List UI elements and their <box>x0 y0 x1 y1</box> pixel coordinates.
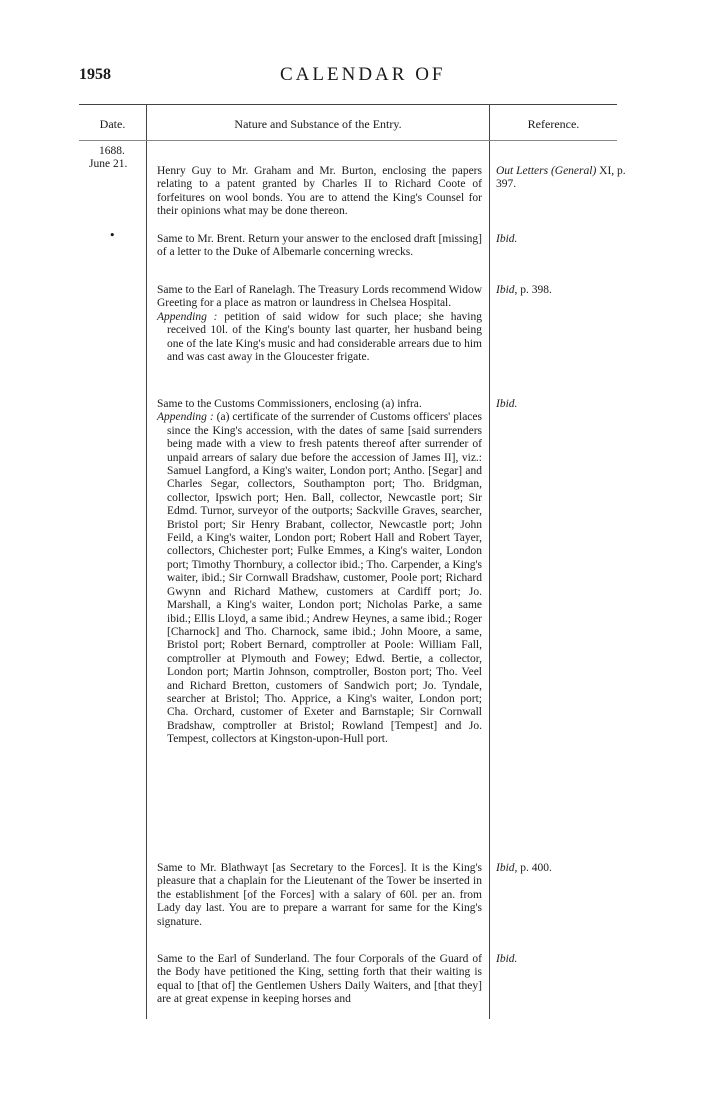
entry-5 <box>157 862 482 929</box>
reference-page: , p. 398. <box>514 284 552 296</box>
column-divider-right <box>489 104 490 1019</box>
entry-text: Same to Mr. Blathwayt [as Secretary to the Forces]. It is the King's pleasure that a chaplain for the Lieutenant of the Tower be inserted in the establishment [of the Forces] with a salary of 60l. per an. from Lady day last. You are to prepare a warrant for same for the King's signature. <box>157 862 482 928</box>
reference-3 <box>496 284 646 297</box>
column-head-nature: Nature and Substance of the Entry. <box>234 117 402 131</box>
entry-4 <box>157 398 482 747</box>
reference-title: Ibid <box>496 284 515 296</box>
date-year: 1688. <box>99 145 125 157</box>
entry-text: Same to the Earl of Sunderland. The four Corporals of the Guard of the Body have petitioned the King, setting forth that their waiting is equal to [that of] the Gentlemen Ushers Daily Waiters, and [that they] are at great expense in keeping horses and <box>157 953 482 1006</box>
entry-appending <box>157 411 482 746</box>
entry-text: Same to the Customs Commissioners, enclosing (a) infra. <box>157 398 422 410</box>
date-mark: • <box>109 229 116 242</box>
column-head-reference: Reference. <box>527 117 580 131</box>
column-head-date: Date. <box>99 117 126 131</box>
reference-page: XI, p. 397. <box>496 165 626 191</box>
entry-3 <box>157 284 482 364</box>
reference-title: Out Letters (General) <box>496 165 597 177</box>
date-day: June 21. <box>89 158 128 170</box>
reference-page: , p. 400. <box>514 862 552 874</box>
appending-label: Appending : <box>157 310 218 323</box>
reference-title: Ibid. <box>496 953 518 965</box>
entry-text: Same to the Earl of Ranelagh. The Treasury Lords recommend Widow Greeting for a place as matron or laundress in Chelsea Hospital. <box>157 284 482 310</box>
reference-title: Ibid. <box>496 233 518 245</box>
reference-title: Ibid. <box>496 398 518 410</box>
entry-appending <box>157 311 482 365</box>
entry-text: Same to Mr. Brent. Return your answer to the enclosed draft [missing] of a letter to the Duke of Albemarle concerning wrecks. <box>157 233 482 259</box>
reference-6 <box>496 953 646 966</box>
reference-4 <box>496 398 646 411</box>
reference-title: Ibid <box>496 862 515 874</box>
top-rule <box>79 104 617 105</box>
entry-2 <box>157 233 482 260</box>
appending-text: petition of said widow for such place; she having received 10l. of the King's bounty last quarter, her husband being one of the late King's music and had considerable arrears due to him and was cast away in the Gloucester frigate. <box>167 310 482 364</box>
appending-text: (a) certificate of the surrender of Customs officers' places since the King's accession, with the dates of same [said surrenders being made with a view to fresh patents thereof after surrender of unpaid arrears of salary due before the accession of James II], viz.: Samuel Langford, a King's waiter, London port; Antho. [Segar] and Charles Segar, collectors, Southampton port; Tho. Bridgman, collector, Ipswich port; Hen. Ball, collector, Newcastle port; Sir Edmd. Turnor, surveyor of the outports; Sackville Graves, searcher, Bristol port; Sir Henry Brabant, collector, Newcastle port; John Feild, a King's waiter, London port; Robert Hall and Robert Tayer, collectors, Chichester port; Fulke Emmes, a King's waiter, London port; Timothy Thornbury, a collector ibid.; Tho. Carpender, a King's waiter, ibid.; Sir Cornwall Bradshaw, customer, Poole port; Richard Gwynn and Richard Mathew, customers at Cardiff port; Jo. Marshall, a King's waiter, London port; Nicholas Parke, a same ibid.; Ellis Lloyd, a same ibid.; Andrew Heynes, a same ibid.; Roger [Charnock] and Tho. Charnock, same ibid.; John Moore, a same, Bristol port; Robert Bernard, comptroller at Poole: William Fall, comptroller at Plymouth and Fowey; Edwd. Bertie, a collector, London port; Martin Johnson, comptroller, Boston port; Tho. Veel and Richard Bretton, customers of Sandwich port; Jo. Tyndale, searcher at Bristol; Tho. Apprice, a King's waiter, London port; Cha. Orchard, customer of Exeter and Barnstaple; Sir Cornwall Bradshaw, comptroller at Bristol; Rowland [Tempest] and Jo. Tempest, collectors at Kingston-upon-Hull port. <box>167 411 482 746</box>
header-rule <box>79 140 617 141</box>
running-title: CALENDAR OF <box>280 64 446 85</box>
entry-text: Henry Guy to Mr. Graham and Mr. Burton, enclosing the papers relating to a patent granted by Charles II to Richard Coote of forfeitures on wool bonds. You are to attend the King's Counsel for their opinions what may be done thereon. <box>157 165 482 218</box>
entry-6 <box>157 953 482 1007</box>
page-number: 1958 <box>79 66 111 83</box>
entry-1 <box>157 165 482 219</box>
reference-2 <box>496 233 646 246</box>
reference-1 <box>496 165 646 192</box>
column-divider-left <box>146 104 147 1019</box>
reference-5 <box>496 862 646 875</box>
appending-label: Appending : <box>157 411 214 424</box>
